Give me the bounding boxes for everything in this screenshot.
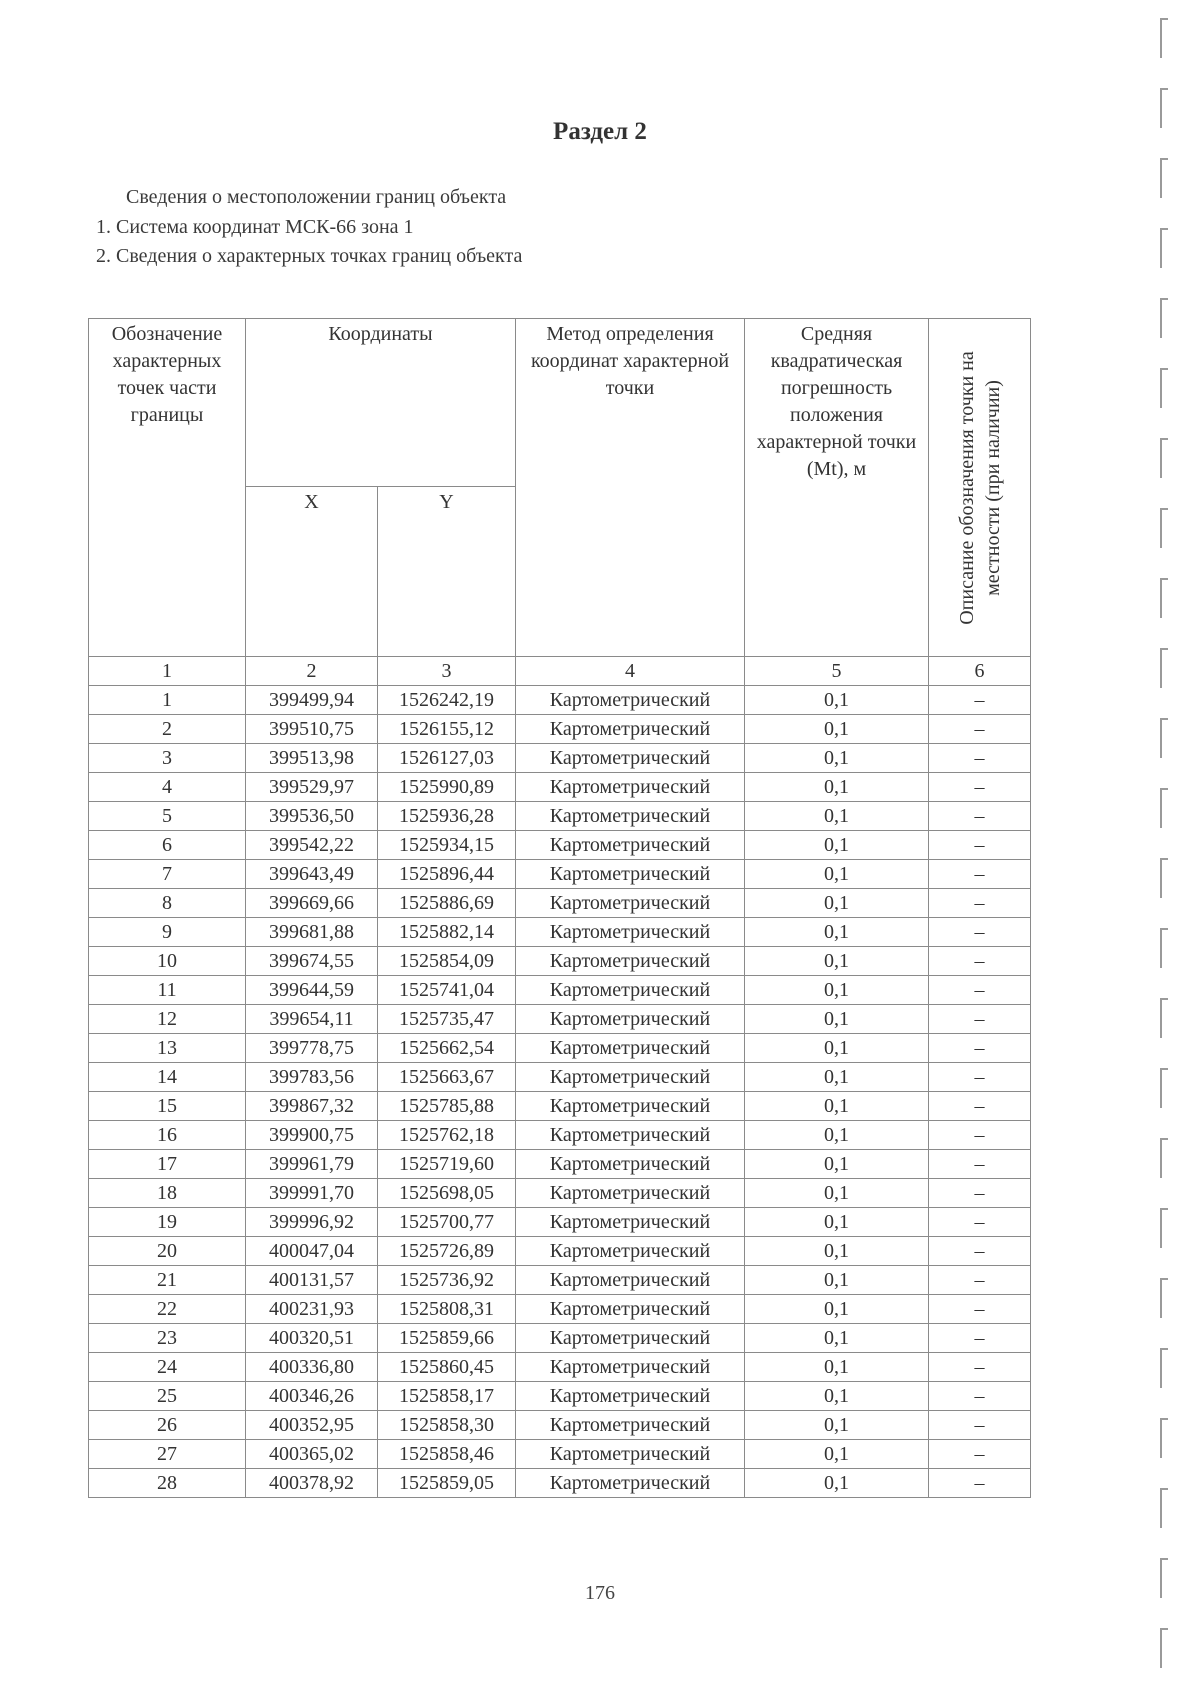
scan-edge-mark — [1160, 648, 1168, 688]
x-coordinate-cell: 399644,59 — [246, 976, 378, 1005]
method-cell: Картометрический — [516, 1179, 745, 1208]
method-cell: Картометрический — [516, 831, 745, 860]
x-coordinate-cell: 399499,94 — [246, 686, 378, 715]
description-cell: – — [929, 715, 1031, 744]
mean-error-cell: 0,1 — [745, 831, 929, 860]
scan-edge-mark — [1160, 508, 1168, 548]
scan-edge-marks — [1156, 0, 1186, 1698]
point-number-cell: 4 — [89, 773, 246, 802]
scan-edge-mark — [1160, 298, 1168, 338]
header-x: X — [246, 487, 378, 657]
point-number-cell: 18 — [89, 1179, 246, 1208]
x-coordinate-cell: 399867,32 — [246, 1092, 378, 1121]
point-number-cell: 15 — [89, 1092, 246, 1121]
scan-edge-mark — [1160, 228, 1168, 268]
table-row — [89, 802, 1031, 831]
table-row — [89, 1266, 1031, 1295]
table-row — [89, 1063, 1031, 1092]
scan-edge-mark — [1160, 1138, 1168, 1178]
method-cell: Картометрический — [516, 1295, 745, 1324]
mean-error-cell: 0,1 — [745, 773, 929, 802]
mean-error-cell: 0,1 — [745, 1411, 929, 1440]
description-cell: – — [929, 1237, 1031, 1266]
y-coordinate-cell: 1525698,05 — [378, 1179, 516, 1208]
scan-edge-mark — [1160, 1068, 1168, 1108]
table-row — [89, 1005, 1031, 1034]
description-cell: – — [929, 1121, 1031, 1150]
mean-error-cell: 0,1 — [745, 1324, 929, 1353]
y-coordinate-cell: 1526127,03 — [378, 744, 516, 773]
scan-edge-mark — [1160, 88, 1168, 128]
x-coordinate-cell: 400131,57 — [246, 1266, 378, 1295]
table-row — [89, 1382, 1031, 1411]
point-number-cell: 26 — [89, 1411, 246, 1440]
table-row — [89, 1150, 1031, 1179]
method-cell: Картометрический — [516, 686, 745, 715]
point-number-cell: 5 — [89, 802, 246, 831]
method-cell: Картометрический — [516, 1121, 745, 1150]
table-row — [89, 1324, 1031, 1353]
x-coordinate-cell: 399778,75 — [246, 1034, 378, 1063]
header-method: Метод определения координат характерной точки — [516, 319, 745, 657]
description-cell: – — [929, 1382, 1031, 1411]
description-cell: – — [929, 1063, 1031, 1092]
page-number: 176 — [585, 1582, 615, 1604]
point-number-cell: 22 — [89, 1295, 246, 1324]
method-cell: Картометрический — [516, 1440, 745, 1469]
section-title: Раздел 2 — [553, 118, 647, 145]
scan-edge-mark — [1160, 718, 1168, 758]
method-cell: Картометрический — [516, 1353, 745, 1382]
point-number-cell: 13 — [89, 1034, 246, 1063]
table-row — [89, 744, 1031, 773]
method-cell: Картометрический — [516, 744, 745, 773]
description-cell: – — [929, 1005, 1031, 1034]
x-coordinate-cell: 400352,95 — [246, 1411, 378, 1440]
table-row — [89, 1237, 1031, 1266]
x-coordinate-cell: 399536,50 — [246, 802, 378, 831]
scan-edge-mark — [1160, 158, 1168, 198]
x-coordinate-cell: 400365,02 — [246, 1440, 378, 1469]
x-coordinate-cell: 399674,55 — [246, 947, 378, 976]
y-coordinate-cell: 1525858,17 — [378, 1382, 516, 1411]
point-number-cell: 12 — [89, 1005, 246, 1034]
mean-error-cell: 0,1 — [745, 1266, 929, 1295]
point-number-cell: 9 — [89, 918, 246, 947]
description-cell: – — [929, 1353, 1031, 1382]
y-coordinate-cell: 1525735,47 — [378, 1005, 516, 1034]
y-coordinate-cell: 1525726,89 — [378, 1237, 516, 1266]
description-cell: – — [929, 1440, 1031, 1469]
point-number-cell: 8 — [89, 889, 246, 918]
method-cell: Картометрический — [516, 1034, 745, 1063]
point-number-cell: 23 — [89, 1324, 246, 1353]
scan-edge-mark — [1160, 928, 1168, 968]
mean-error-cell: 0,1 — [745, 860, 929, 889]
description-cell: – — [929, 1092, 1031, 1121]
mean-error-cell: 0,1 — [745, 889, 929, 918]
description-cell: – — [929, 1034, 1031, 1063]
scan-edge-mark — [1160, 1348, 1168, 1388]
y-coordinate-cell: 1525859,05 — [378, 1469, 516, 1498]
point-number-cell: 25 — [89, 1382, 246, 1411]
column-number: 1 — [89, 657, 246, 686]
table-row — [89, 860, 1031, 889]
mean-error-cell: 0,1 — [745, 1237, 929, 1266]
intro-line-3: 2. Сведения о характерных точках границ объекта — [96, 245, 523, 267]
method-cell: Картометрический — [516, 1237, 745, 1266]
x-coordinate-cell: 399510,75 — [246, 715, 378, 744]
mean-error-cell: 0,1 — [745, 947, 929, 976]
x-coordinate-cell: 400231,93 — [246, 1295, 378, 1324]
x-coordinate-cell: 399513,98 — [246, 744, 378, 773]
table-row — [89, 947, 1031, 976]
table-row — [89, 1179, 1031, 1208]
method-cell: Картометрический — [516, 802, 745, 831]
scan-edge-mark — [1160, 1558, 1168, 1598]
header-description: Описание обозначения точки на местности (при наличии) — [955, 350, 1004, 625]
y-coordinate-cell: 1525785,88 — [378, 1092, 516, 1121]
point-number-cell: 21 — [89, 1266, 246, 1295]
method-cell: Картометрический — [516, 947, 745, 976]
point-number-cell: 17 — [89, 1150, 246, 1179]
description-cell: – — [929, 976, 1031, 1005]
scan-edge-mark — [1160, 368, 1168, 408]
table-row — [89, 1092, 1031, 1121]
mean-error-cell: 0,1 — [745, 1005, 929, 1034]
table-row — [89, 715, 1031, 744]
description-cell: – — [929, 1469, 1031, 1498]
method-cell: Картометрический — [516, 1469, 745, 1498]
method-cell: Картометрический — [516, 1005, 745, 1034]
y-coordinate-cell: 1525762,18 — [378, 1121, 516, 1150]
scan-edge-mark — [1160, 858, 1168, 898]
column-number: 5 — [745, 657, 929, 686]
header-point-designation: Обозначение характерных точек части границы — [89, 319, 246, 657]
table-row — [89, 1469, 1031, 1498]
y-coordinate-cell: 1525858,30 — [378, 1411, 516, 1440]
column-number: 4 — [516, 657, 745, 686]
y-coordinate-cell: 1525736,92 — [378, 1266, 516, 1295]
description-cell: – — [929, 918, 1031, 947]
method-cell: Картометрический — [516, 1063, 745, 1092]
mean-error-cell: 0,1 — [745, 1382, 929, 1411]
point-number-cell: 20 — [89, 1237, 246, 1266]
table-row — [89, 976, 1031, 1005]
x-coordinate-cell: 399991,70 — [246, 1179, 378, 1208]
point-number-cell: 10 — [89, 947, 246, 976]
mean-error-cell: 0,1 — [745, 1469, 929, 1498]
point-number-cell: 6 — [89, 831, 246, 860]
description-cell: – — [929, 1266, 1031, 1295]
point-number-cell: 1 — [89, 686, 246, 715]
scan-edge-mark — [1160, 1628, 1168, 1668]
method-cell: Картометрический — [516, 860, 745, 889]
x-coordinate-cell: 400346,26 — [246, 1382, 378, 1411]
point-number-cell: 28 — [89, 1469, 246, 1498]
description-cell: – — [929, 1295, 1031, 1324]
y-coordinate-cell: 1525854,09 — [378, 947, 516, 976]
scan-edge-mark — [1160, 438, 1168, 478]
intro-line-1: Сведения о местоположении границ объекта — [126, 186, 507, 208]
method-cell: Картометрический — [516, 1150, 745, 1179]
scan-edge-mark — [1160, 1208, 1168, 1248]
table-row — [89, 1440, 1031, 1469]
table-row — [89, 773, 1031, 802]
method-cell: Картометрический — [516, 1382, 745, 1411]
y-coordinate-cell: 1525990,89 — [378, 773, 516, 802]
method-cell: Картометрический — [516, 715, 745, 744]
mean-error-cell: 0,1 — [745, 1295, 929, 1324]
table-row — [89, 1121, 1031, 1150]
x-coordinate-cell: 399529,97 — [246, 773, 378, 802]
point-number-cell: 27 — [89, 1440, 246, 1469]
y-coordinate-cell: 1525858,46 — [378, 1440, 516, 1469]
x-coordinate-cell: 400336,80 — [246, 1353, 378, 1382]
y-coordinate-cell: 1525934,15 — [378, 831, 516, 860]
x-coordinate-cell: 399681,88 — [246, 918, 378, 947]
table-row — [89, 1411, 1031, 1440]
method-cell: Картометрический — [516, 976, 745, 1005]
y-coordinate-cell: 1525936,28 — [378, 802, 516, 831]
y-coordinate-cell: 1525700,77 — [378, 1208, 516, 1237]
table-row — [89, 1208, 1031, 1237]
x-coordinate-cell: 399542,22 — [246, 831, 378, 860]
point-number-cell: 11 — [89, 976, 246, 1005]
mean-error-cell: 0,1 — [745, 1034, 929, 1063]
point-number-cell: 24 — [89, 1353, 246, 1382]
description-cell: – — [929, 1179, 1031, 1208]
x-coordinate-cell: 399643,49 — [246, 860, 378, 889]
point-number-cell: 14 — [89, 1063, 246, 1092]
method-cell: Картометрический — [516, 918, 745, 947]
description-cell: – — [929, 1208, 1031, 1237]
x-coordinate-cell: 400378,92 — [246, 1469, 378, 1498]
description-cell: – — [929, 686, 1031, 715]
method-cell: Картометрический — [516, 1324, 745, 1353]
method-cell: Картометрический — [516, 1092, 745, 1121]
y-coordinate-cell: 1525896,44 — [378, 860, 516, 889]
method-cell: Картометрический — [516, 1411, 745, 1440]
scan-edge-mark — [1160, 788, 1168, 828]
y-coordinate-cell: 1525719,60 — [378, 1150, 516, 1179]
y-coordinate-cell: 1525662,54 — [378, 1034, 516, 1063]
mean-error-cell: 0,1 — [745, 1353, 929, 1382]
method-cell: Картометрический — [516, 1208, 745, 1237]
scan-edge-mark — [1160, 18, 1168, 58]
y-coordinate-cell: 1525859,66 — [378, 1324, 516, 1353]
description-cell: – — [929, 889, 1031, 918]
description-cell: – — [929, 802, 1031, 831]
header-mean-error: Средняя квадратическая погрешность положения характерной точки (Mt), м — [745, 319, 929, 657]
description-cell: – — [929, 1150, 1031, 1179]
intro-line-2: 1. Система координат МСК-66 зона 1 — [96, 216, 414, 238]
description-cell: – — [929, 773, 1031, 802]
scan-edge-mark — [1160, 998, 1168, 1038]
x-coordinate-cell: 400047,04 — [246, 1237, 378, 1266]
scan-edge-mark — [1160, 1488, 1168, 1528]
table-row — [89, 831, 1031, 860]
method-cell: Картометрический — [516, 1266, 745, 1295]
description-cell: – — [929, 744, 1031, 773]
mean-error-cell: 0,1 — [745, 1179, 929, 1208]
column-number: 6 — [929, 657, 1031, 686]
scan-edge-mark — [1160, 578, 1168, 618]
y-coordinate-cell: 1526155,12 — [378, 715, 516, 744]
mean-error-cell: 0,1 — [745, 976, 929, 1005]
x-coordinate-cell: 399996,92 — [246, 1208, 378, 1237]
table-row — [89, 1295, 1031, 1324]
description-cell: – — [929, 947, 1031, 976]
x-coordinate-cell: 399669,66 — [246, 889, 378, 918]
description-cell: – — [929, 860, 1031, 889]
y-coordinate-cell: 1525741,04 — [378, 976, 516, 1005]
y-coordinate-cell: 1525886,69 — [378, 889, 516, 918]
mean-error-cell: 0,1 — [745, 744, 929, 773]
table-row — [89, 889, 1031, 918]
x-coordinate-cell: 399900,75 — [246, 1121, 378, 1150]
point-number-cell: 7 — [89, 860, 246, 889]
boundary-points-table — [88, 318, 1031, 1498]
mean-error-cell: 0,1 — [745, 1440, 929, 1469]
mean-error-cell: 0,1 — [745, 1063, 929, 1092]
mean-error-cell: 0,1 — [745, 802, 929, 831]
header-coordinates: Координаты — [246, 319, 516, 487]
y-coordinate-cell: 1526242,19 — [378, 686, 516, 715]
table-row — [89, 1034, 1031, 1063]
description-cell: – — [929, 1324, 1031, 1353]
column-number: 2 — [246, 657, 378, 686]
x-coordinate-cell: 399654,11 — [246, 1005, 378, 1034]
y-coordinate-cell: 1525663,67 — [378, 1063, 516, 1092]
mean-error-cell: 0,1 — [745, 686, 929, 715]
x-coordinate-cell: 400320,51 — [246, 1324, 378, 1353]
mean-error-cell: 0,1 — [745, 1092, 929, 1121]
method-cell: Картометрический — [516, 773, 745, 802]
mean-error-cell: 0,1 — [745, 715, 929, 744]
description-cell: – — [929, 831, 1031, 860]
mean-error-cell: 0,1 — [745, 1121, 929, 1150]
y-coordinate-cell: 1525882,14 — [378, 918, 516, 947]
mean-error-cell: 0,1 — [745, 918, 929, 947]
point-number-cell: 3 — [89, 744, 246, 773]
table-row — [89, 1353, 1031, 1382]
x-coordinate-cell: 399783,56 — [246, 1063, 378, 1092]
table-row — [89, 918, 1031, 947]
method-cell: Картометрический — [516, 889, 745, 918]
point-number-cell: 16 — [89, 1121, 246, 1150]
table-row — [89, 686, 1031, 715]
y-coordinate-cell: 1525808,31 — [378, 1295, 516, 1324]
x-coordinate-cell: 399961,79 — [246, 1150, 378, 1179]
column-number: 3 — [378, 657, 516, 686]
scan-edge-mark — [1160, 1278, 1168, 1318]
point-number-cell: 2 — [89, 715, 246, 744]
description-cell: – — [929, 1411, 1031, 1440]
y-coordinate-cell: 1525860,45 — [378, 1353, 516, 1382]
header-description-cell — [929, 319, 1031, 657]
mean-error-cell: 0,1 — [745, 1150, 929, 1179]
scan-edge-mark — [1160, 1418, 1168, 1458]
header-y: Y — [378, 487, 516, 657]
mean-error-cell: 0,1 — [745, 1208, 929, 1237]
point-number-cell: 19 — [89, 1208, 246, 1237]
